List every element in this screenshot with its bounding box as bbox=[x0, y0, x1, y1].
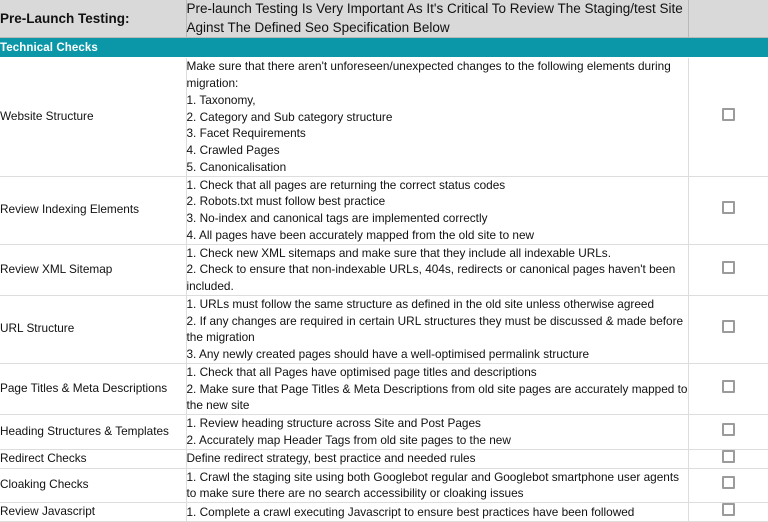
row-checkbox-cell[interactable] bbox=[688, 58, 768, 176]
row-label: Page Titles & Meta Descriptions bbox=[0, 363, 186, 414]
description-line: 1. Review heading structure across Site and Post Pages bbox=[186, 416, 481, 430]
row-checkbox-cell[interactable] bbox=[688, 468, 768, 503]
description-line: 3. Facet Requirements bbox=[186, 126, 306, 141]
row-label: Review Javascript bbox=[0, 503, 186, 522]
section-title: Technical Checks bbox=[0, 38, 768, 58]
row-label: Redirect Checks bbox=[0, 449, 186, 468]
row-description bbox=[186, 295, 688, 363]
row-description bbox=[186, 468, 688, 503]
checkbox-icon[interactable] bbox=[722, 108, 735, 121]
checkbox-icon[interactable] bbox=[722, 476, 735, 489]
row-description bbox=[186, 503, 688, 522]
checkbox-icon[interactable] bbox=[722, 503, 735, 516]
header-label-cell: Pre-Launch Testing: bbox=[0, 0, 186, 38]
table-row bbox=[0, 58, 768, 176]
table-row bbox=[0, 176, 768, 244]
row-description bbox=[186, 176, 688, 244]
checkbox-icon[interactable] bbox=[722, 320, 735, 333]
table-row bbox=[0, 449, 768, 468]
header-description-cell: Pre-launch Testing Is Very Important As It's Critical To Review The Staging/test Site Aginst The Defined Seo Specification Below bbox=[186, 0, 688, 38]
description-line: 2. Category and Sub category structure bbox=[186, 109, 393, 124]
row-label: Review XML Sitemap bbox=[0, 244, 186, 295]
description-line: 2. Robots.txt must follow best practice bbox=[186, 194, 386, 209]
description-line: 2. If any changes are required in certain URL structures they must be discussed & made before the migration bbox=[186, 313, 684, 345]
row-checkbox-cell[interactable] bbox=[688, 503, 768, 522]
description-line: Define redirect strategy, best practice and needed rules bbox=[186, 451, 476, 466]
description-line: Make sure that there aren't unforeseen/unexpected changes to the following elements during migration: bbox=[186, 59, 671, 90]
section-header-row-technical-checks bbox=[0, 38, 768, 58]
description-line: 1. Complete a crawl executing Javascript to ensure best practices have been followed bbox=[186, 504, 635, 519]
checkbox-icon[interactable] bbox=[722, 423, 735, 436]
row-checkbox-cell[interactable] bbox=[688, 244, 768, 295]
table-row bbox=[0, 468, 768, 503]
checkbox-icon[interactable] bbox=[722, 450, 735, 463]
row-checkbox-cell[interactable] bbox=[688, 449, 768, 468]
row-label: Heading Structures & Templates bbox=[0, 415, 186, 450]
row-description bbox=[186, 58, 688, 176]
table-row bbox=[0, 295, 768, 363]
description-line: 2. Make sure that Page Titles & Meta Descriptions from old site pages are accurately mapped to the new site bbox=[186, 381, 688, 413]
table-row bbox=[0, 415, 768, 450]
table-header-row bbox=[0, 0, 768, 38]
description-line: 1. Taxonomy, bbox=[186, 92, 256, 107]
row-checkbox-cell[interactable] bbox=[688, 415, 768, 450]
table-row bbox=[0, 244, 768, 295]
description-line: 1. Check that all pages are returning the correct status codes bbox=[186, 177, 506, 192]
row-label: URL Structure bbox=[0, 295, 186, 363]
description-line: 3. No-index and canonical tags are implemented correctly bbox=[186, 211, 488, 225]
checkbox-icon[interactable] bbox=[722, 380, 735, 393]
row-description bbox=[186, 415, 688, 450]
table-row bbox=[0, 503, 768, 522]
checkbox-icon[interactable] bbox=[722, 201, 735, 214]
row-description bbox=[186, 449, 688, 468]
description-line: 1. Check new XML sitemaps and make sure that they include all indexable URLs. bbox=[186, 245, 611, 260]
description-line: 2. Accurately map Header Tags from old site pages to the new bbox=[186, 432, 511, 447]
description-line: 5. Canonicalisation bbox=[186, 159, 287, 174]
row-description bbox=[186, 244, 688, 295]
row-checkbox-cell[interactable] bbox=[688, 295, 768, 363]
description-line: 1. Crawl the staging site using both Googlebot regular and Googlebot smartphone user agents to make sure there are no search accessibility or cloaking issues bbox=[186, 469, 680, 501]
row-checkbox-cell[interactable] bbox=[688, 363, 768, 414]
description-line: 2. Check to ensure that non-indexable URLs, 404s, redirects or canonical pages haven't been included. bbox=[186, 262, 676, 293]
table-row bbox=[0, 363, 768, 414]
row-description bbox=[186, 363, 688, 414]
row-checkbox-cell[interactable] bbox=[688, 176, 768, 244]
description-line: 4. Crawled Pages bbox=[186, 143, 280, 157]
description-line: 3. Any newly created pages should have a well-optimised permalink structure bbox=[186, 347, 590, 361]
description-line: 4. All pages have been accurately mapped from the old site to new bbox=[186, 227, 535, 242]
row-label: Website Structure bbox=[0, 58, 186, 176]
row-label: Cloaking Checks bbox=[0, 468, 186, 503]
row-label: Review Indexing Elements bbox=[0, 176, 186, 244]
header-checkbox-cell bbox=[688, 0, 768, 38]
description-line: 1. URLs must follow the same structure as defined in the old site unless otherwise agreed bbox=[186, 296, 655, 311]
description-line: 1. Check that all Pages have optimised page titles and descriptions bbox=[186, 364, 537, 379]
checkbox-icon[interactable] bbox=[722, 261, 735, 274]
